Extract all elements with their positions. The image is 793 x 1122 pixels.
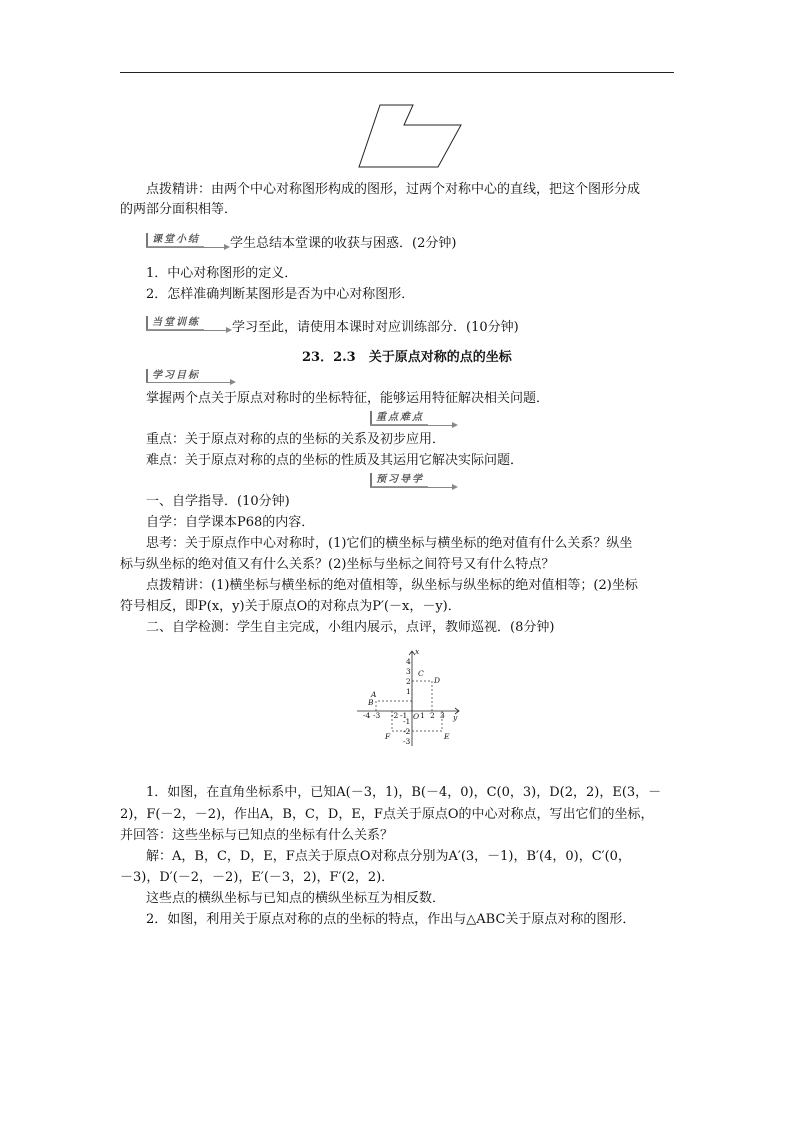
heading-self-guide: 一、自学指导．(10分钟) [146,494,290,509]
preview-badge: 预习导学 [370,473,428,487]
goals-arrow [146,382,234,383]
summary-item-2: 2．怎样准确判断某图形是否为中心对称图形． [146,287,415,302]
q1-line1: 1．如图，在直角坐标系中，已知A(－3，1)，B(－4，0)，C(0，3)，D(2，2)，E(3，－ [146,785,662,800]
x-tick: 3 [440,711,445,720]
point-d-label: D [434,676,441,685]
y-tick: 1 [406,687,411,696]
q2-line1: 2．如图，利用关于原点对称的点的坐标的特点，作出与△ABC关于原点对称的图形． [146,912,636,927]
q1-line2: 2)，F(－2，－2)，作出A，B，C，D，E，F点关于原点O的中心对称点，写出它们的坐标， [120,807,654,822]
point-e-label: E [444,732,450,741]
y-tick: 4 [406,657,411,666]
summary-arrow [146,247,228,248]
composite-shape-figure [355,102,465,170]
q1-answer-line2: －3)，D′(－2，－2)，E′(－3，2)，F′(2，2)． [120,870,395,885]
x-tick: 2 [430,711,435,720]
y-tick: 3 [406,667,411,676]
y-tick: -1 [403,717,411,726]
y-tick: 2 [406,677,411,686]
point-b-label: B [368,698,374,707]
practice-text: 学习至此，请使用本课时对应训练部分．(10分钟) [232,320,519,335]
point-f-label: F [385,732,391,741]
goals-badge: 学习目标 [146,369,204,383]
guide-d [412,681,432,711]
x-tick: 1 [420,711,425,720]
x-tick: -4 [363,711,371,720]
practice-badge: 当堂训练 [146,316,204,330]
goals-text: 掌握两个点关于原点对称时的坐标特征，能够运用特征解决相关问题． [146,391,550,406]
header-rule [120,72,674,73]
self-study-text: 自学：自学课本P68的内容． [146,515,315,530]
x-tick: -3 [373,711,381,720]
point-a-label: A [371,690,377,699]
point-c-label: C [418,669,424,678]
origin-label: O [413,712,420,721]
tip-paragraph-line2: 的两部分面积相等． [120,202,238,217]
y-tick: -2 [403,727,411,736]
q1-line3: 并回答：这些坐标与已知点的坐标有什么关系？ [120,828,394,843]
section-title: 23．2.3 关于原点对称的点的坐标 [302,350,512,365]
summary-badge: 课堂小结 [146,233,204,247]
think-line1: 思考：关于原点作中心对称时，(1)它们的横坐标与横坐标的绝对值有什么关系？纵坐 [146,536,633,551]
guide-a [376,701,412,711]
q1-answer-line1: 解：A，B，C，D，E，F点关于原点O对称点分别为A′(3，－1)，B′(4，0)，C′(0， [146,849,631,864]
y-tick: -3 [403,737,411,746]
tip-paragraph-line1: 点拨精讲：由两个中心对称图形构成的图形，过两个对称中心的直线，把这个图形分成 [146,182,641,197]
x-tick: -1 [400,711,408,720]
q1-answer-line3: 这些点的横纵坐标与已知点的横纵坐标互为相反数． [146,891,446,906]
x-axis-label: y [453,713,458,722]
key-arrow [370,425,456,426]
x-tick: -2 [391,711,399,720]
preview-arrow [370,487,456,488]
difficulty-point: 难点：关于原点对称的点的坐标的性质及其运用它解决实际问题． [146,453,524,468]
think-line2: 标与纵坐标的绝对值又有什么关系？(2)坐标与坐标之间符号又有什么特点？ [120,557,555,572]
key-badge: 重点难点 [370,411,428,425]
summary-item-1: 1．中心对称图形的定义． [146,266,298,281]
y-axis-label: x [415,647,420,656]
tip2-line2: 符号相反，即P(x，y)关于原点O的对称点为P′(－x，－y)． [120,599,461,614]
key-point: 重点：关于原点对称的点的坐标的关系及初步应用． [146,432,446,447]
summary-text: 学生总结本堂课的收获与困惑．(2分钟) [230,236,457,251]
tip2-line1: 点拨精讲：(1)横坐标与横坐标的绝对值相等，纵坐标与纵坐标的绝对值相等；(2)坐标 [146,578,638,593]
heading-self-check: 二、自学检测：学生自主完成，小组内展示，点评，教师巡视．(8分钟) [146,620,555,635]
coordinate-figure [355,645,470,750]
practice-arrow [146,330,230,331]
